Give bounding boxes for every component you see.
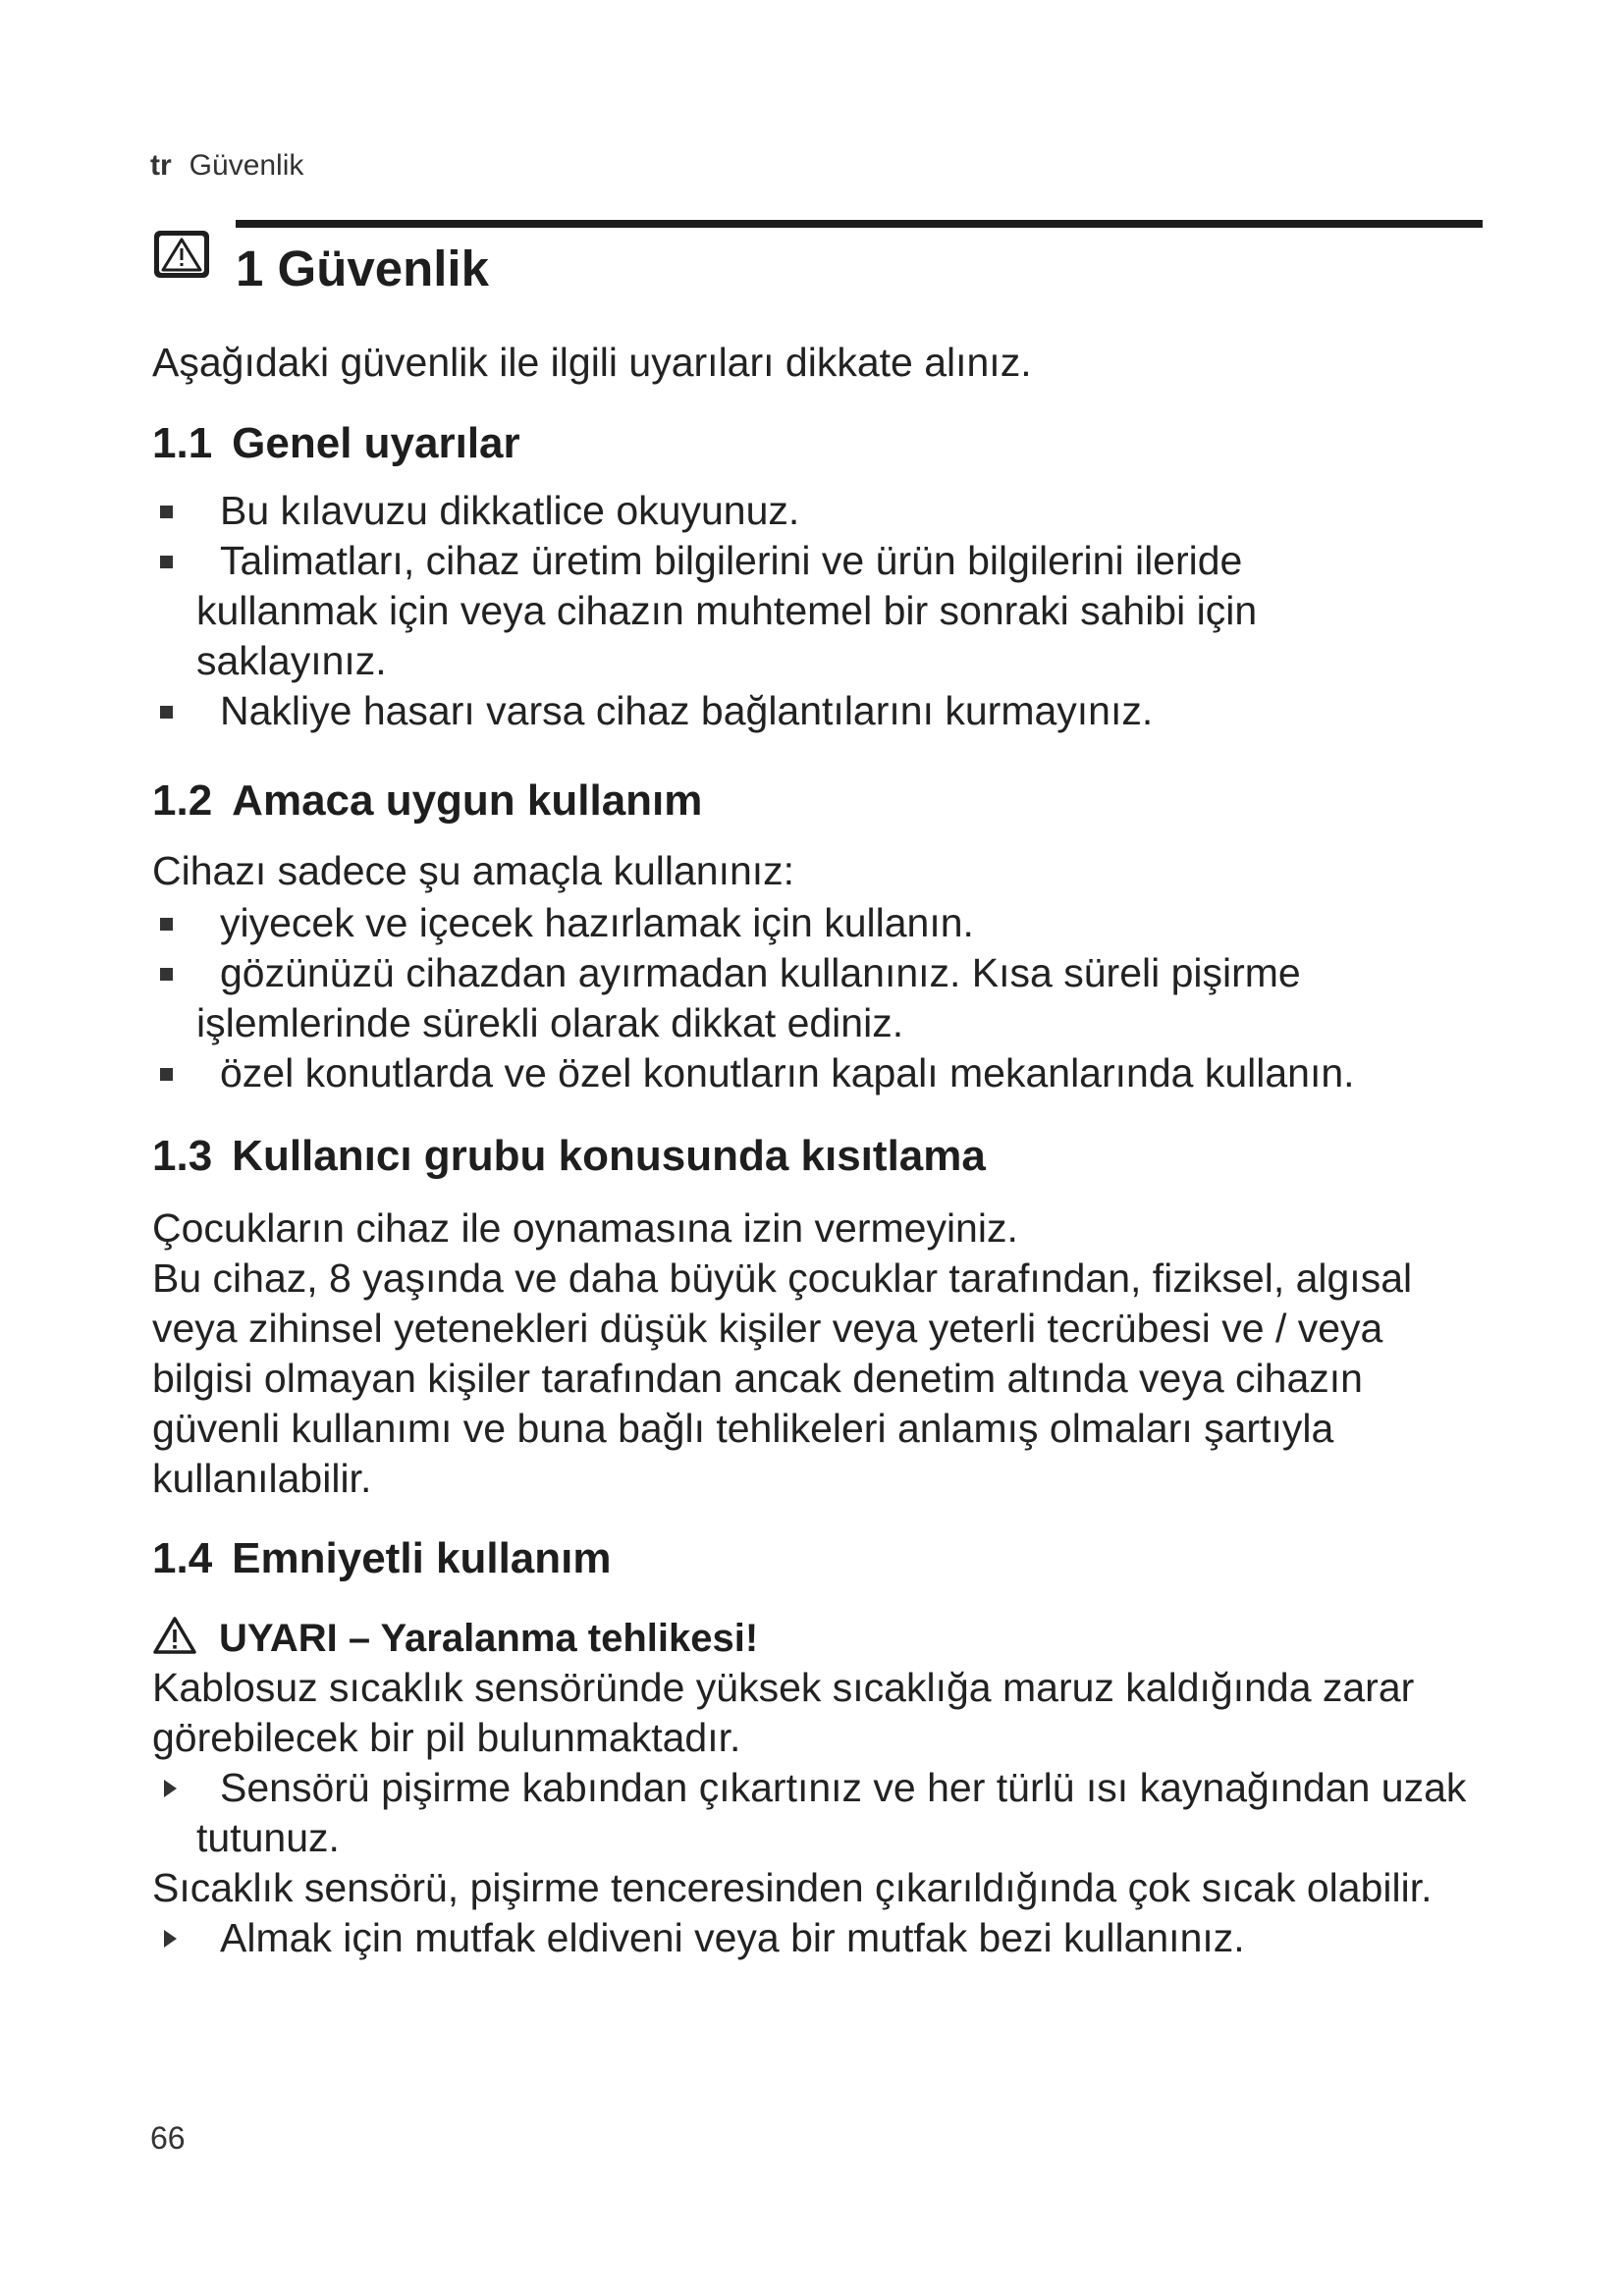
- running-header: [150, 149, 303, 183]
- action-step-list: [152, 1763, 1507, 1863]
- list-item: yiyecek ve içecek hazırlamak için kullanın.: [152, 898, 1507, 948]
- list-item: Bu kılavuzu dikkatlice okuyunuz.: [152, 486, 1507, 536]
- section-heading: 1.3 Kullanıcı grubu konusunda kısıtlama: [152, 1132, 986, 1180]
- list-item: Nakliye hasarı varsa cihaz bağlantılarını kurmayınız.: [152, 686, 1507, 736]
- chapter-title: 1 Güvenlik: [236, 240, 489, 296]
- paragraph: Bu cihaz, 8 yaşında ve daha büyük çocuklar tarafından, fiziksel, algısal veya zihinsel yetenekleri düşük kişiler veya yeterli tecrübesi ve / veya bilgisi olmayan kişiler tarafından ancak denetim altında veya cihazın güvenli kullanımı ve buna bağlı tehlikeleri anlamış olmaları şartıyla kullanılabilir.: [152, 1255, 1413, 1501]
- section-intended-use: [152, 775, 1507, 1098]
- header-section: Güvenlik: [189, 149, 304, 182]
- section-general: [152, 418, 1507, 736]
- paragraph: Çocukların cihaz ile oynamasına izin vermeyiniz.: [152, 1205, 1018, 1251]
- list-item: Talimatları, cihaz üretim bilgilerini ve ürün bilgilerini ileride kullanmak için veya cihazın muhtemel bir sonraki sahibi için saklayınız.: [152, 536, 1507, 686]
- paragraph: Sıcaklık sensörü, pişirme tenceresinden çıkarıldığında çok sıcak olabilir.: [152, 1865, 1433, 1910]
- general-list: [152, 486, 1507, 736]
- language-code: tr: [150, 149, 172, 182]
- section-heading: 1.2 Amaca uygun kullanım: [152, 776, 703, 825]
- intended-use-list: [152, 898, 1507, 1098]
- list-item: gözünüzü cihazdan ayırmadan kullanınız. Kısa süreli pişirme işlemlerinde sürekli olarak dikkat ediniz.: [152, 948, 1507, 1048]
- action-step: Sensörü pişirme kabından çıkartınız ve her türlü ısı kaynağından uzak tutunuz.: [152, 1763, 1507, 1863]
- page-number: 66: [150, 2120, 186, 2156]
- action-step: Almak için mutfak eldiveni veya bir mutfak bezi kullanınız.: [152, 1913, 1507, 1963]
- action-step-list: [152, 1913, 1507, 1963]
- warning-triangle-icon: [152, 1616, 197, 1655]
- warning-heading: UYARI – Yaralanma tehlikesi!: [152, 1614, 1507, 1663]
- warning-box-icon: [152, 229, 211, 280]
- section-heading: 1.1 Genel uyarılar: [152, 419, 520, 467]
- section-safe-use: [152, 1533, 1507, 1963]
- section-heading: 1.4 Emniyetli kullanım: [152, 1534, 612, 1582]
- list-item: özel konutlarda ve özel konutların kapalı mekanlarında kullanın.: [152, 1048, 1507, 1098]
- paragraph: Kablosuz sıcaklık sensöründe yüksek sıcaklığa maruz kaldığında zarar görebilecek bir pil bulunmaktadır.: [152, 1665, 1415, 1760]
- chapter-intro: [152, 338, 1507, 388]
- section-intro: Cihazı sadece şu amaçla kullanınız:: [152, 848, 795, 893]
- section-user-group: [152, 1131, 1507, 1504]
- chapter-rule: [236, 220, 1483, 228]
- intro-text: Aşağıdaki güvenlik ile ilgili uyarıları dikkate alınız.: [152, 340, 1032, 385]
